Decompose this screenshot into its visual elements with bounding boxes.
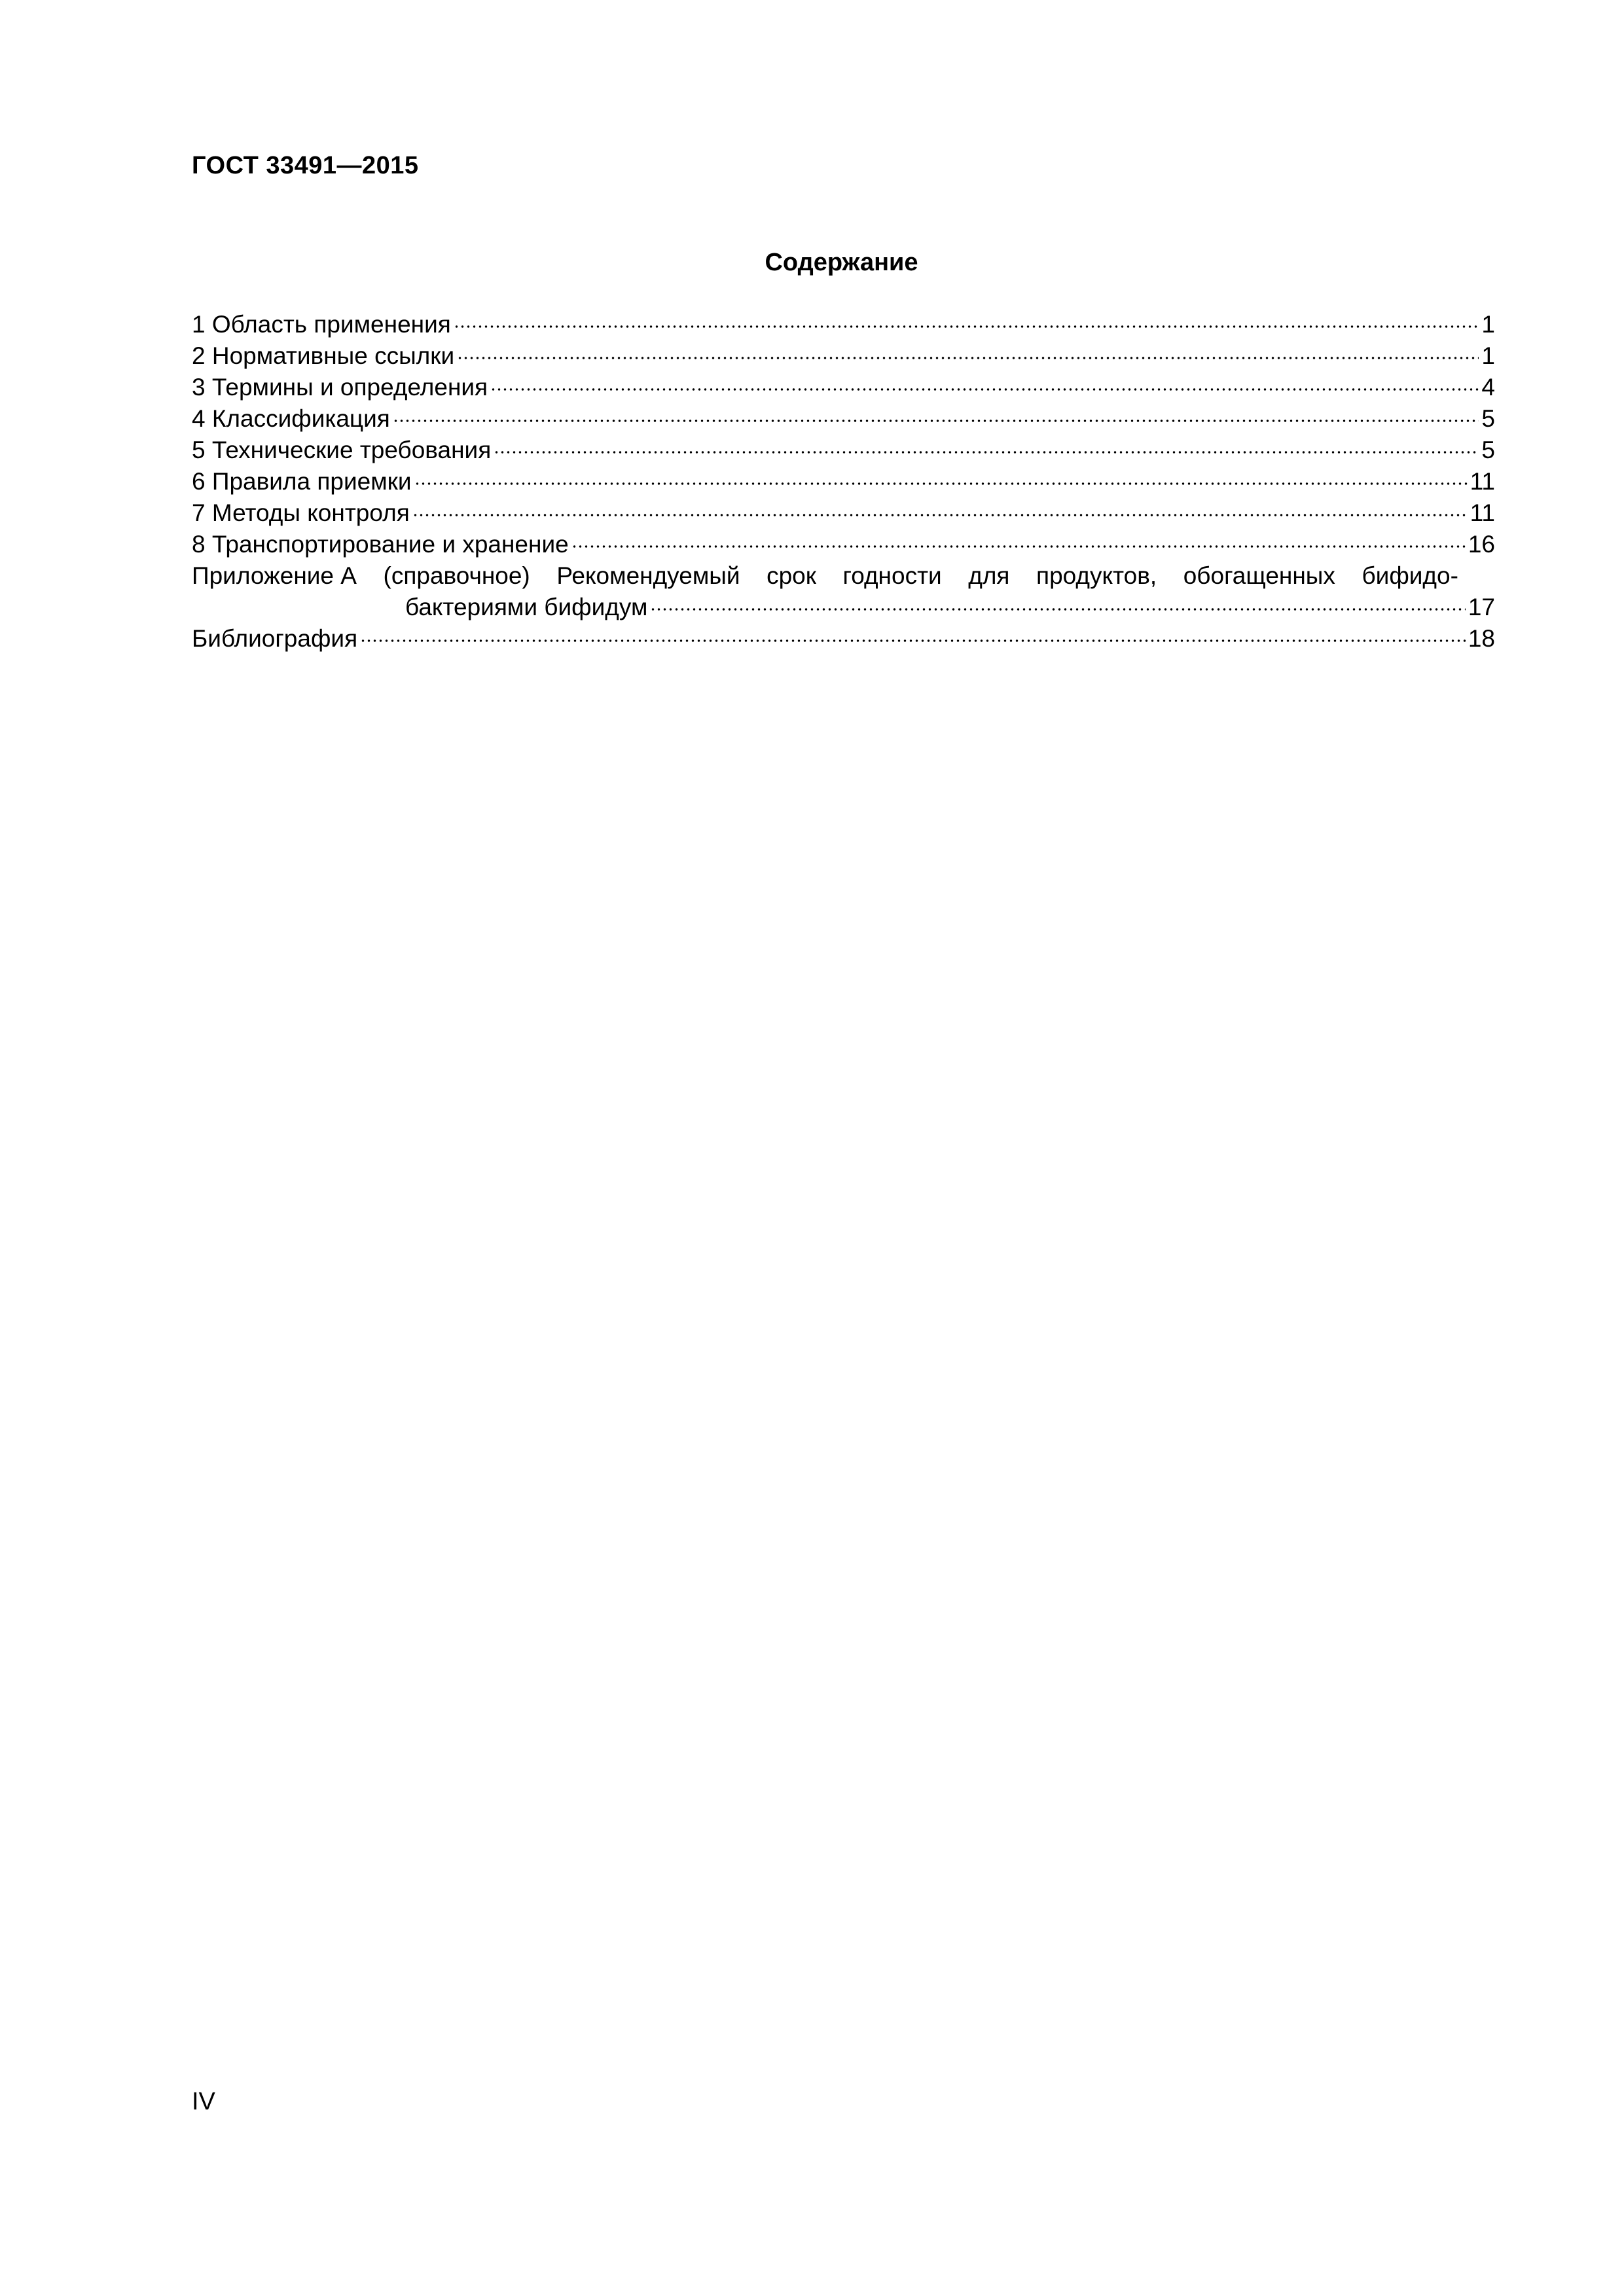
toc-entry-appendix[interactable] <box>192 560 1495 623</box>
toc-entry-label: 3 Термины и определения <box>192 374 488 401</box>
toc-entry-page: 11 <box>1470 468 1495 495</box>
toc-entry-page: 1 <box>1481 311 1495 338</box>
toc-entry[interactable] <box>192 497 1495 529</box>
appendix-title-line-2 <box>192 592 1495 623</box>
toc-entry[interactable] <box>192 466 1495 497</box>
appendix-word: Рекомендуемый <box>556 562 740 589</box>
dot-leader <box>360 639 1466 643</box>
toc-entry-label: 4 Классификация <box>192 405 390 432</box>
toc-entry[interactable] <box>192 309 1495 340</box>
toc-entry[interactable] <box>192 403 1495 435</box>
appendix-title-line-1 <box>192 560 1495 592</box>
toc-entry[interactable] <box>192 340 1495 372</box>
toc-entry-page: 5 <box>1481 405 1495 432</box>
toc-entry-label: Библиография <box>192 625 358 652</box>
appendix-word: годности <box>842 562 942 589</box>
toc-entry-label: 2 Нормативные ссылки <box>192 342 455 369</box>
appendix-word: для <box>968 562 1010 589</box>
appendix-word: (справочное) <box>383 562 530 589</box>
dot-leader <box>571 545 1466 548</box>
toc-entry-page: 16 <box>1468 531 1495 558</box>
dot-leader <box>412 513 1468 517</box>
toc-entry[interactable] <box>192 372 1495 403</box>
toc-entry-page: 18 <box>1468 625 1495 652</box>
appendix-word: Приложение А <box>192 562 357 589</box>
appendix-word: продуктов, <box>1036 562 1157 589</box>
toc-title: Содержание <box>765 249 918 276</box>
toc-entry-page: 4 <box>1481 374 1495 401</box>
toc-entry[interactable] <box>192 435 1495 466</box>
toc-entry-label: 6 Правила приемки <box>192 468 412 495</box>
appendix-word: обогащенных <box>1183 562 1335 589</box>
toc-entry-page: 1 <box>1481 342 1495 369</box>
dot-leader <box>494 450 1479 454</box>
table-of-contents <box>192 309 1495 655</box>
dot-leader <box>650 607 1465 611</box>
toc-entry-label: 7 Методы контроля <box>192 499 410 526</box>
toc-entry-label: 5 Технические требования <box>192 437 492 463</box>
page-number: IV <box>192 2088 215 2115</box>
appendix-word: срок <box>767 562 816 589</box>
document-code: ГОСТ 33491—2015 <box>192 152 419 179</box>
toc-entry-label: 8 Транспортирование и хранение <box>192 531 569 558</box>
toc-entry-label: 1 Область применения <box>192 311 451 338</box>
dot-leader <box>490 387 1479 391</box>
toc-entry-bibliography[interactable] <box>192 623 1495 655</box>
toc-entry-page: 17 <box>1468 594 1495 620</box>
toc-entry-page: 11 <box>1470 499 1495 526</box>
dot-leader <box>414 482 1468 486</box>
appendix-title-continuation: бактериями бифидум <box>405 594 648 620</box>
toc-entry[interactable] <box>192 529 1495 560</box>
dot-leader <box>393 419 1479 423</box>
toc-entry-page: 5 <box>1481 437 1495 463</box>
dot-leader <box>457 356 1479 360</box>
appendix-word: бифидо- <box>1362 562 1458 589</box>
dot-leader <box>454 325 1479 329</box>
